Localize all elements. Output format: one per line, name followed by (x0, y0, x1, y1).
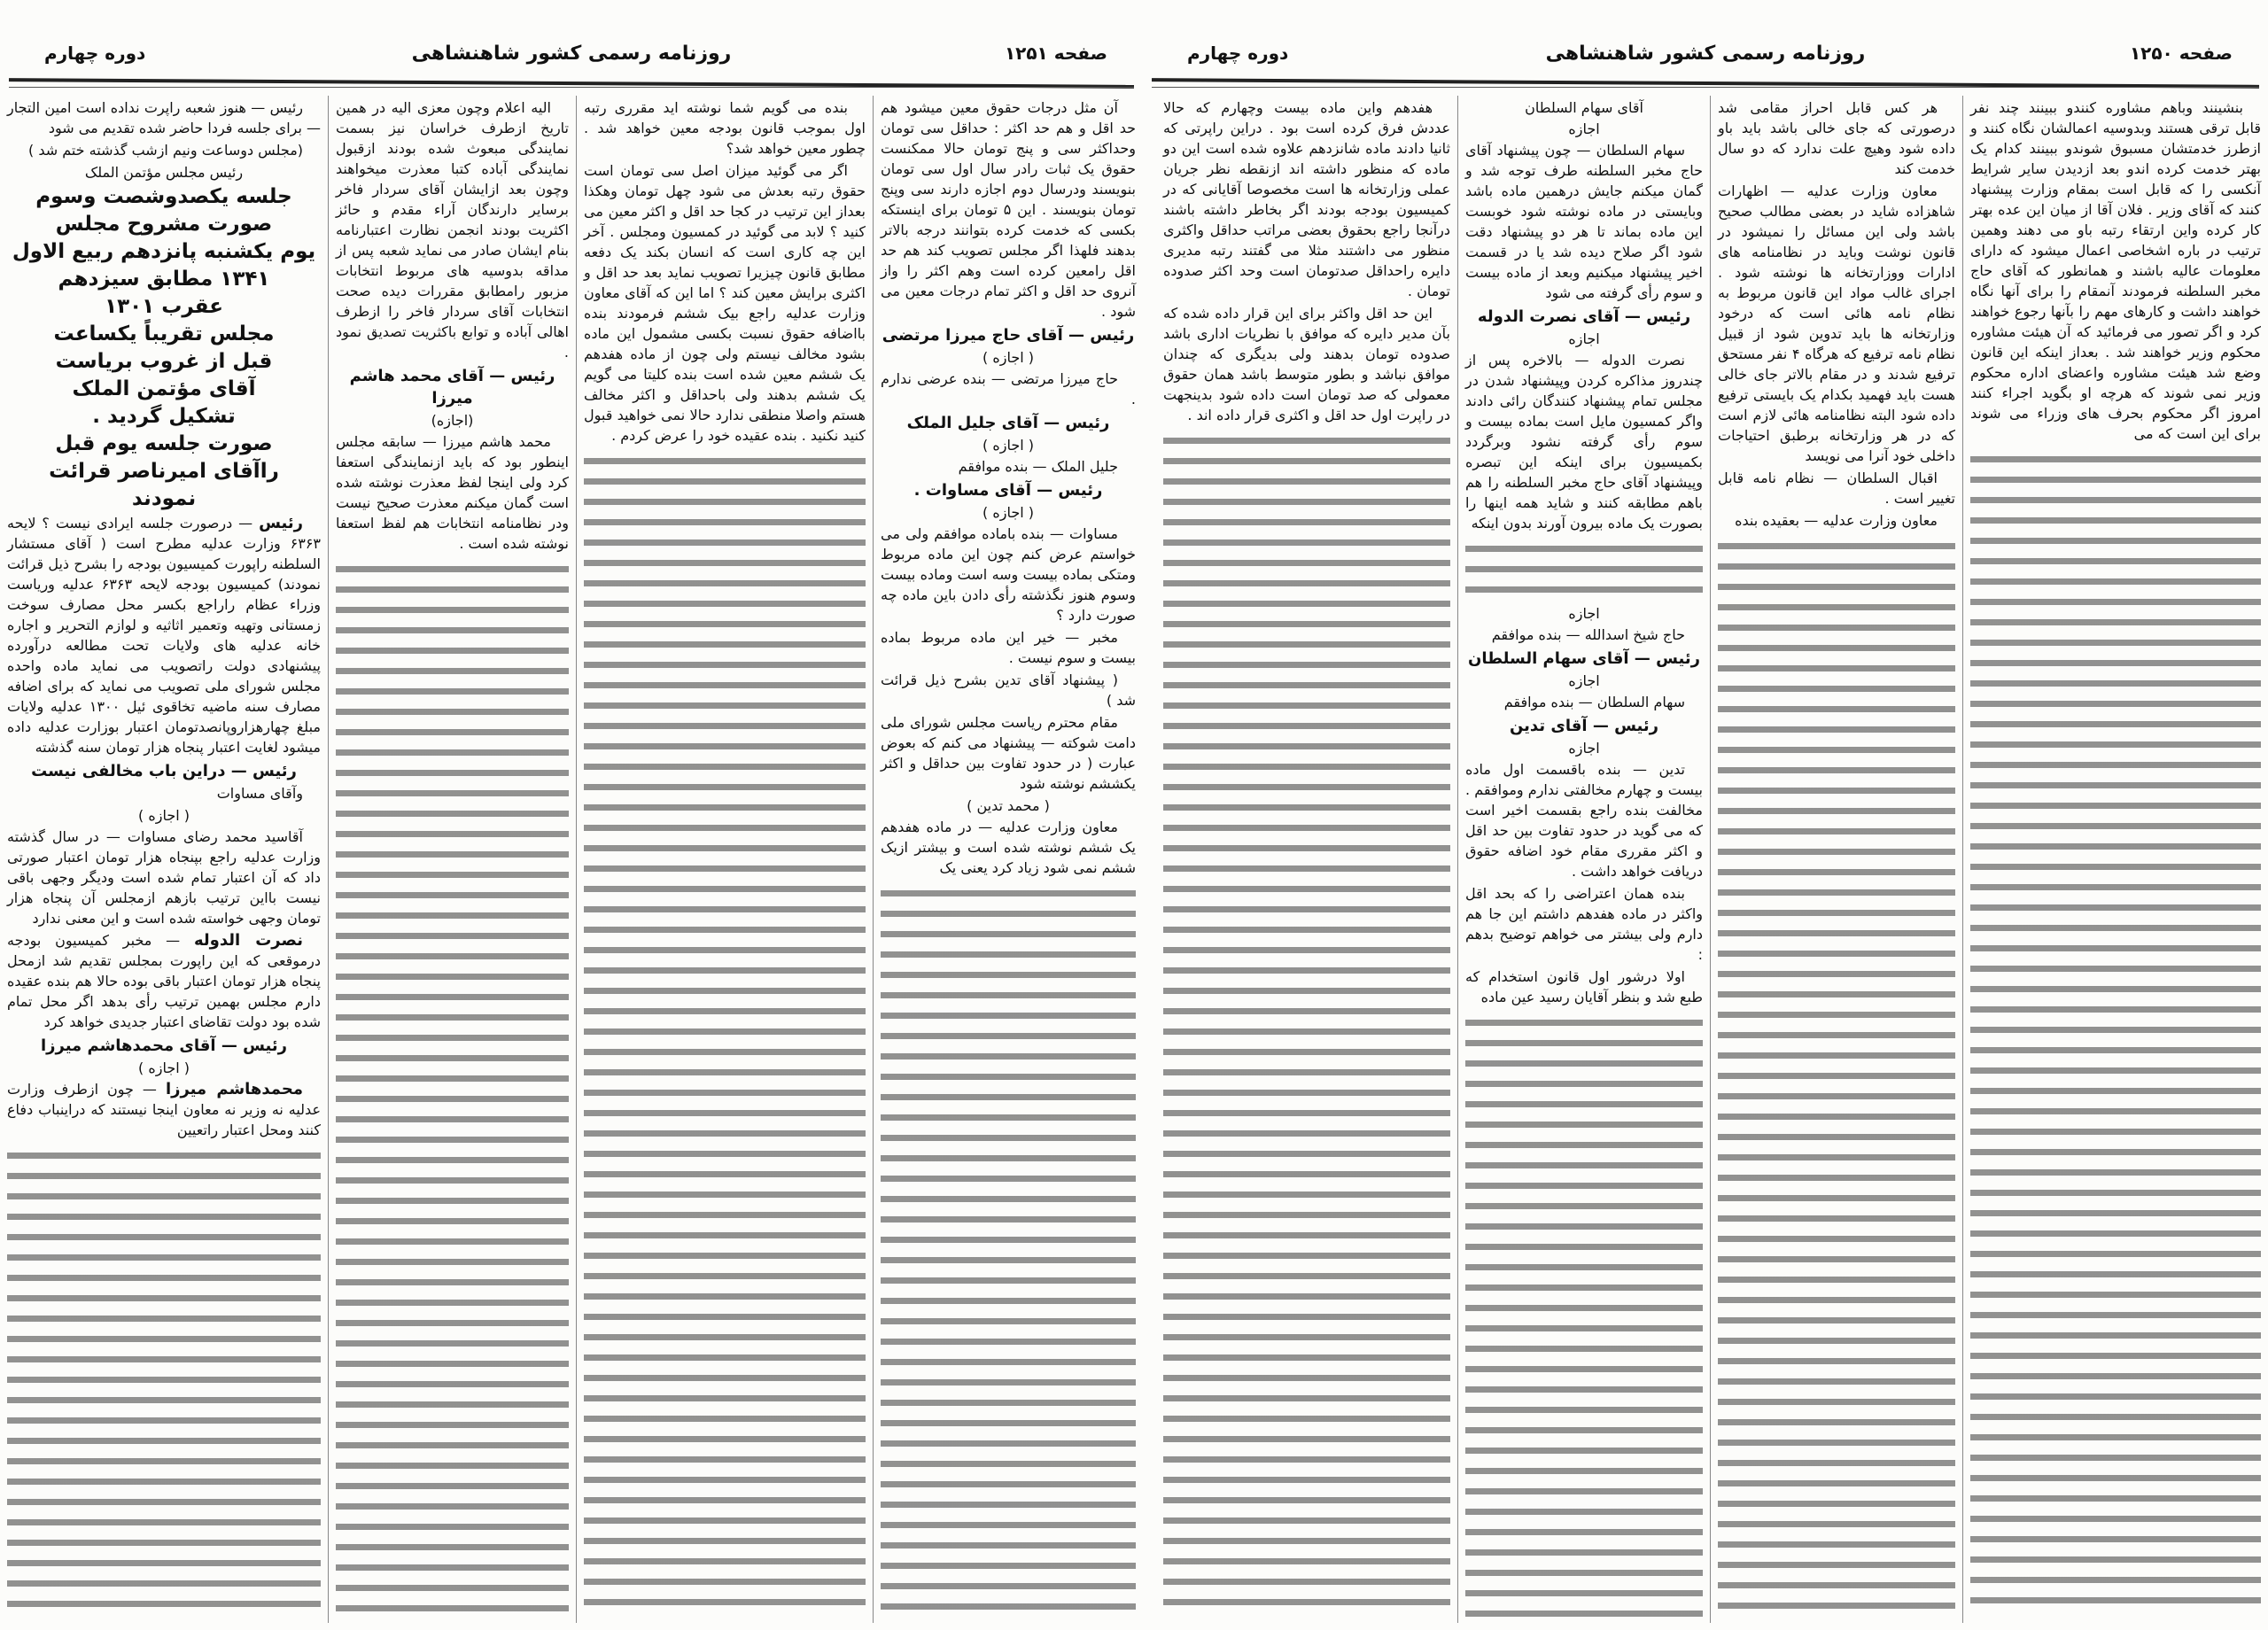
text-column (1710, 96, 1962, 1623)
speaker-call: رئیس — آقای جلیل الملک (906, 414, 1110, 432)
paragraph: بنده همان اعتراضی را که بحد اقل واکثر در ماده هفدهم داشتم این جا هم دارم ولی بیشتر می خواهم توضیح بدهم : (1465, 885, 1703, 963)
centered-note: (اجازه) (431, 412, 474, 429)
paragraph: معاون وزارت عدلیه — اظهارات شاهزاده شاید در بعضی مطالب صحیح باشد ولی این مسائل را نمیشود در قانون نوشت وباید در نظامنامه های ادارات ووزارتخانه ها نوشته شود . اجرای غالب مواد این قانون مربوط به نظام نامه هائی است که درخود وزارتخانه ها باید تدوین شود از قبیل نظام نامه ترفیع که هرگاه ۴ نفر مستحق ترفیع شدند و در مقام بالاتر جای خالی هست باید فهمید بکدام یک بایستی ترفیع داده شود البته نظامنامه هائی لازم است که در هر وزارتخانه برطبق احتیاجات داخلی خود آنرا می نویسد (1718, 182, 1956, 464)
paragraph: نصرت الدوله — بالاخره پس از چندروز مذاکره کردن وپیشنهاد شدن در مجلس تمام پیشنهاد کنندگان رائی دادند واگر کمسیون مایل است بماده بیست و سوم رأی گرفته نشود وبرگردد بکمیسیون برای اینکه این تبصره وپیشنهاد آقای حاج مخبر السلطنه را هم باهم مطابقه کنند و شاید همه اینها را بصورت یک ماده بیرون آورند بدون اینکه (1465, 352, 1703, 532)
centered-note: ( محمد تدین ) (967, 797, 1050, 814)
text-columns (1143, 96, 2268, 1623)
text-column (0, 96, 328, 1623)
header-rule (1152, 87, 2259, 88)
text-column (576, 96, 873, 1623)
header-rule (9, 87, 1134, 88)
centered-note: ( اجازه ) (983, 437, 1034, 454)
session-heading: یوم یکشنبه پانزدهم ربیع الاول (12, 240, 316, 263)
paragraph: رئیس — هنوز شعبه راپرت نداده است امین التجار — برای جلسه فردا حاضر شده تقدیم می شود (7, 99, 321, 136)
paragraph: مساوات — بنده باماده موافقم ولی می خواستم عرض کنم چون این ماده مربوط ومتکی بماده بیست وسه است وماده بیست وسوم هنوز نگذشته رأی دادن باین ماده چه صورت دارد ؟ (881, 525, 1136, 624)
paragraph: جلیل الملک — بنده موافقم (958, 458, 1118, 475)
session-heading: راآقای امیرناصر قرائت (49, 460, 279, 483)
text-column (1457, 96, 1710, 1623)
volume-label: دوره چهارم (44, 43, 146, 64)
paragraph (7, 513, 321, 757)
session-heading: صورت جلسه یوم قبل (55, 432, 273, 455)
paragraph: معاون وزارت عدلیه — در ماده هفدهم یک ششم نوشته شده است و بیشتر ازیک ششم نمی شود زیاد کرد یعنی یک (881, 819, 1136, 876)
paragraph: آقاسید محمد رضای مساوات — در سال گذشته وزارت عدلیه راجع بپنجاه هزار تومان اعتبار صورتی داد که آن اعتبار تمام شده است ودیگر وجهی باقی نیست بااین ترتیب بازهم ازمجلس آن پنجاه هزار تومان وجهی خواسته شده است و این معنی ندارد (7, 828, 321, 927)
paragraph: اگر می گوئید میزان اصل سی تومان است حقوق رتبه بعدش می شود چهل تومان وهکذا بعداز این ترتیب در کجا حد اقل و اکثر معین می کنید ؟ لابد می گوئید در کمسیون ومجلس . آخر این چه کاری است که انسان بکند یک دفعه مطابق قانون چیزیرا تصویب نماید بعد حد اقل و اکثری برایش معین کند ؟ اما این که آقای معاون وزارت عدلیه راجع بیک ششم فرمودند بنده بااضافه حقوق نسبت بکسی مشمول این ماده بشود مخالف نیستم ولی چون از ماده هفدهم یک ششم معین شده است بنده کلیتا می گویم یک ششم بدهند ولی باحداقل و اکثر مخالف هستم واصلا منطقی ندارد حالا نمی خواهید قبول کنید نکنید . بنده عقیده خود را عرض کردم . (584, 162, 866, 444)
illegible-text-block (1465, 1013, 1703, 1618)
illegible-text-block (881, 883, 1136, 1618)
paragraph: هر کس قابل احراز مقامی شد درصورتی که جای خالی باشد باید باو داده شود وهیچ علت ندارد که دو سال خدمت کند (1718, 99, 1955, 177)
paragraph: ( پیشنهاد آقای تدین بشرح ذیل قرائت شد ) (881, 671, 1136, 709)
centered-note: اجازه (1568, 605, 1600, 622)
illegible-text-block (584, 451, 866, 1618)
speaker-name: نصرت الدوله (194, 931, 303, 950)
illegible-text-block (1970, 449, 2261, 1618)
paragraph: بنشینند وباهم مشاوره کنندو ببینند چند نفر قابل ترقی هستند وبدوسیه اعمالشان نگاه کنند و ازطرز خدمتشان مسبوق شوندو ببینند کدام یک بهتر خدمت کرده اندو بعد ازدیدن سایر شرایط آنکسی را که قابل است بمقام وزارت پیشنهاد کنند که آقای وزیر . فلان آقا از میان این عده بهتر کار کرده واین ارتقاء رتبه باو می دهند وهمین ترتیب در باره اشخاصی اعمال میشود که دارای معلومات عالیه باشند و همانطور که آقای حاج مخبر السلطنه فرمودند آنمقام را برای آنها نگاه خواهند داشت و کارهای مهم را بآنها رجوع خواهند کرد و اگر تصور می فرمائید که آن هیئت مشاوره محکوم وزیر خواهند شد . بعداز اینکه این قانون وضع شد هیئت مشاوره واعضای اداره محکوم وزیر نمی شوند که هرچه او بگوید اجراء کنند امروز اگر محکوم بحرف های وزراء می شوند برای این است که می (1970, 99, 2261, 442)
paragraph: بنده می گویم شما نوشته اید مقرری رتبه اول بموجب قانون بودجه معین خواهد شد . چطور معین خواهد شد؟ (584, 99, 866, 157)
illegible-text-block (336, 559, 569, 1618)
paragraph: حاج میرزا مرتضی — بنده عرضی ندارم . (881, 370, 1136, 408)
speaker-call: رئیس — آقای محمد هاشم میرزا (349, 367, 555, 408)
illegible-text-block (1465, 539, 1703, 600)
text-columns (0, 96, 1143, 1623)
paragraph: حاج شیخ اسدالله — بنده موافقم (1491, 626, 1685, 643)
speaker-call: رئیس — آقای مساوات . (913, 481, 1103, 500)
speaker-call: رئیس — آقای محمدهاشم میرزا (40, 1036, 288, 1055)
paragraph-text: — مخبر کمیسیون بودجه درموقعی که این راپورت بمجلس تقدیم شد ازمحل پنجاه هزار تومان اعتبار باقی بوده حالا هم بنده عقیده دارم مجلس بهمین ترتیب رأی بدهد اگر محل تمام شده بود دولت تقاضای اعتبار جدیدی خواهد کرد (7, 932, 321, 1030)
paragraph-text: — چون ازطرف وزارت عدلیه نه وزیر نه معاون اینجا نیستند که دراینباب دفاع کنند ومحل اعتبار راتعیین (7, 1081, 321, 1138)
centered-note: ( اجازه ) (138, 807, 190, 824)
paragraph: معاون وزارت عدلیه — بعقیده بنده (1735, 512, 1938, 529)
session-heading: عقرب ۱۳۰۱ (105, 295, 223, 318)
paragraph: (مجلس دوساعت ونیم ازشب گذشته ختم شد ) (27, 142, 303, 159)
paragraph: هفدهم واین ماده بیست وچهارم که حالا عددش فرق کرده است بود . دراین راپرتی که ثانیا دادند ماده شانزدهم علاوه شده است این دو ماده که منظور داشته اند ازنقطه نظر جریان عملی وزارتخانه ها است مخصوصا آقایانی که در کمیسیون بودجه بودند اگر بخاطر داشته باشند درآنجا راجع بحقوق بعضی مراتب حداقل واکثری منظور می داشتند مثلا می گفتند رتبه مدیری دایره راحداقل صدتومان است وحد اکثر صدوده تومان . (1163, 99, 1450, 299)
speaker-call: رئیس — آقای سهام السلطان (1468, 649, 1700, 668)
page-number: صفحه ۱۲۵۱ (1004, 43, 1107, 64)
paragraph: سهام السلطان — بنده موافقم (1503, 694, 1685, 710)
session-heading: قبل از غروب بریاست (55, 350, 273, 373)
centered-note: اجازه (1568, 672, 1600, 689)
paragraph: الیه اعلام وچون معزی الیه در همین تاریخ ازطرف خراسان نیز بسمت نمایندگی مبعوث شده بودند ازقبول نمایندگی آباده کتبا معذرت میخواهند وچون بعد ازایشان آقای سردار فاخر برسایر دارندگان آراء مقدم و حائز اکثریت بودند انجمن نظارت اعتبارنامه بنام ایشان صادر می نماید شعبه پس از مداقه بدوسیه های مربوط انتخابات مزبور رامطابق مقررات دیده صحت انتخابات آقای سردار فاخر را ازطرف اهالی آباده و توابع باکثریت تصدیق نمود . (336, 99, 569, 361)
text-column (873, 96, 1143, 1623)
centered-note: ( اجازه ) (983, 349, 1034, 366)
speaker-name: محمدهاشم میرزا (165, 1080, 303, 1098)
session-heading: جلسه یکصدوشصت وسوم (35, 185, 292, 208)
session-heading: آقای مؤتمن الملک (72, 377, 256, 400)
newspaper-title: روزنامه رسمی کشور شاهنشاهی (411, 43, 732, 65)
newspaper-page-1250 (1143, 0, 2268, 1630)
newspaper-title: روزنامه رسمی کشور شاهنشاهی (1545, 43, 1866, 65)
illegible-text-block (1163, 431, 1450, 1618)
text-column (1156, 96, 1457, 1623)
paragraph: اولا درشور اول قانون استخدام که طبع شد و بنظر آقایان رسید عین ماده (1465, 968, 1703, 1005)
centered-note: اجازه (1568, 740, 1600, 757)
text-column (328, 96, 576, 1623)
paragraph: مقام محترم ریاست مجلس شورای ملی دامت شوکته — پیشنهاد می کنم که بعوض عبارت ( در حدود تفاوت بین حداقل و اکثر یکششم نوشته شود (881, 714, 1136, 792)
speaker-call: رئیس — آقای حاج میرزا مرتضی (882, 326, 1135, 345)
session-heading: ۱۳۴۱ مطابق سیزدهم (58, 268, 270, 291)
paragraph-text: — درصورت جلسه ایرادی نیست ؟ لایحه ۶۳۶۳ وزارت عدلیه مطرح است ( آقای مستشار السلطنه راپورت کمیسیون بودجه را بشرح ذیل قرائت نمودند) کمیسیون بودجه لایحه ۶۳۶۳ عدلیه وریاست وزراء عظام راراجع بکسر محل مصارف سوخت زمستانی وتهیه وتعمیر اثاثیه و لوازم التحریر و اجاره خانه عدلیه های ولایات تحت مطالعه درآورده پیشنهادی دولت راتصویب می نماید ماده واحده مجلس شورای ملی تصویب می نماید که برای اضافه مصارف سنه ماضیه تخاقوی ئیل ۱۳۰۰ عدلیه ولایات مبلغ چهارهزاروپانصدتومان اعتبار بوزارت عدلیه داده میشود لغایت اعتبار پنجاه هزار تومان سنه گذشته (7, 515, 322, 756)
illegible-text-block (7, 1145, 321, 1618)
paragraph: محمد هاشم میرزا — سابقه مجلس اینطور بود که باید ازنمایندگی استعفا کرد ولی اینجا لفظ معذرت نوشته شده است گمان میکنم معذرت صحیح نیست ودر نظامنامه انتخابات هم لفظ استعفا نوشته شده است . (336, 433, 569, 552)
paragraph: تدین — بنده باقسمت اول ماده بیست و چهارم مخالفتی ندارم وموافقم . مخالفت بنده راجع بقسمت اخیر است که می گوید در حدود تفاوت بین حد اقل و اکثر مقرری مقام خود اضافه حقوق دریافت خواهد داشت . (1465, 761, 1703, 880)
page-header (0, 35, 1143, 80)
centered-note: ( اجازه ) (983, 504, 1034, 521)
paragraph: اقبال السلطان — نظام نامه قابل تغییر است . (1718, 470, 1955, 507)
centered-note: اجازه (1568, 120, 1600, 137)
illegible-text-block (1718, 536, 1955, 1618)
speaker-call: رئیس — آقای نصرت الدوله (1477, 307, 1691, 326)
paragraph: این حد اقل واکثر برای این قرار داده شده که بآن مدیر دایره که موافق با نظریات اداری باشد صدوده تومان بدهند ولی بدیگری که چندان موافق نباشد و بطور متوسط باشد همان حقوق معمولی که صد تومان است داده شود بدینجهت در راپرت اول حد اقل و اکثری قرار داده اند . (1163, 305, 1450, 423)
volume-label: دوره چهارم (1187, 43, 1289, 64)
page-header (1143, 35, 2268, 80)
session-heading: نمودند (131, 487, 197, 510)
page-number: صفحه ۱۲۵۰ (2129, 43, 2233, 64)
centered-note: ( اجازه ) (138, 1060, 190, 1076)
paragraph (7, 930, 321, 1032)
paragraph: آن مثل درجات حقوق معین میشود هم حد اقل و هم حد اکثر : حداقل سی تومان وحداکثر سی و پنج تومان حالا ممکنست حقوق یک ثبات رادر سال اول سی تومان بنویسند ودرسال دوم اجازه دارند سی وپنج تومان بنویسند . این ۵ تومان برای اینستکه بکسی که خدمت کرده بتوانند درجه بالاتر بدهند فلهذا اگر مجلس تصویب کند هم حد اقل رامعین کرده است وهم اکثر را واز آنروی حد اقل و اکثر تمام درجات معین می شود . (881, 99, 1136, 320)
speaker-call: رئیس — دراین باب مخالفی نیست (31, 762, 297, 780)
speaker-name: رئیس (259, 514, 303, 532)
session-heading: صورت مشروح مجلس (55, 213, 273, 236)
session-heading: مجلس تقریباً یکساعت (53, 322, 275, 345)
paragraph: مخبر — خیر این ماده مربوط بماده بیست و سوم نیست . (881, 629, 1136, 666)
text-column (1962, 96, 2268, 1623)
paragraph: وآقای مساوات (216, 785, 303, 802)
centered-note: آقای سهام السلطان (1525, 99, 1643, 116)
centered-note: رئیس مجلس مؤتمن الملک (84, 164, 244, 181)
paragraph (7, 1079, 321, 1140)
paragraph: سهام السلطان — چون پیشنهاد آقای حاج مخبر السلطنه طرف توجه شد و گمان میکنم جایش درهمین ماده باشد وبایستی در ماده نوشته شود خوبست این ماده بماند تا هر دو پیشنهاد دقت شود اگر صلاح دیده شد یا در قسمت اخیر پیشنهاد میکنیم وبعد از ماده بیست و سوم رأی گرفته می شود (1465, 142, 1703, 301)
centered-note: اجازه (1568, 330, 1600, 347)
speaker-call: رئیس — آقای تدین (1509, 717, 1659, 735)
session-heading: تشکیل گردید . (92, 405, 236, 428)
